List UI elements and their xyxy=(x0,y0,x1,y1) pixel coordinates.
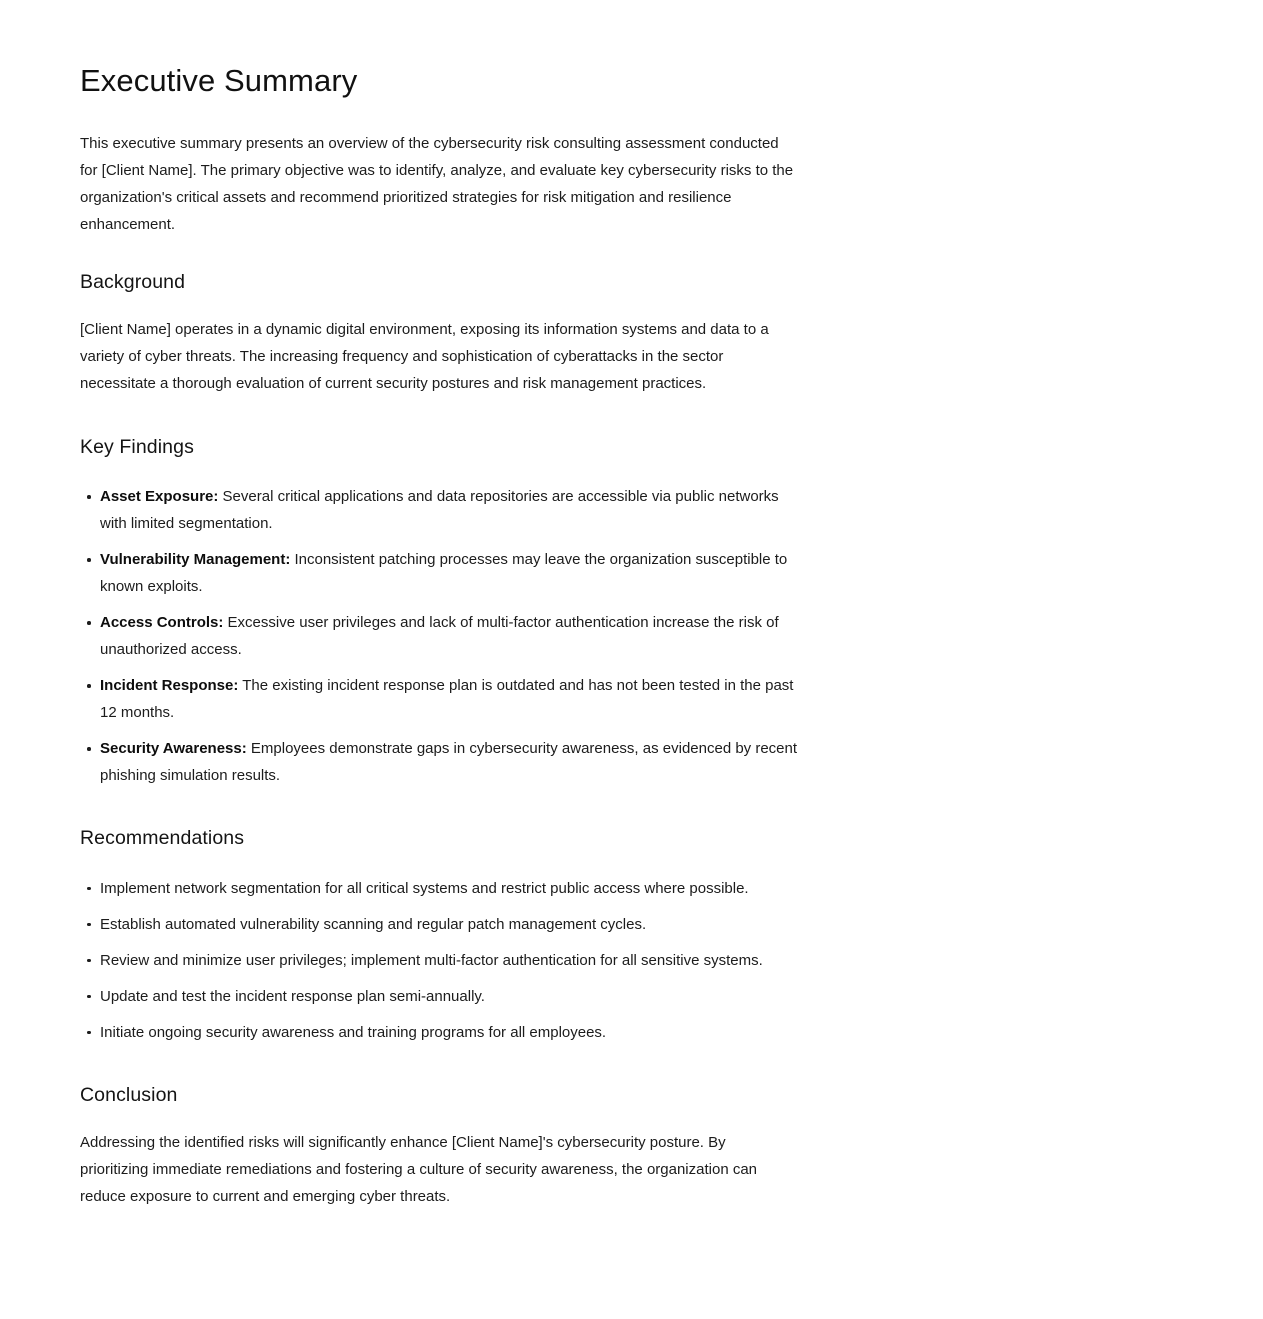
list-item-text: Employees demonstrate gaps in cybersecurity awareness, as evidenced by recent phishing simulation results. xyxy=(100,740,798,785)
section-heading-background: Background xyxy=(80,270,186,293)
spacer xyxy=(80,238,798,270)
background-paragraph: [Client Name] operates in a dynamic digital environment, exposing its information systems and data to a variety of cyber threats. The increasing frequency and sophistication of cyberattacks in the sector necessitate a thorough evaluation of current security postures and risk management practices. xyxy=(80,321,769,393)
list-item xyxy=(80,947,798,974)
key-findings-list xyxy=(80,483,798,789)
list-item xyxy=(80,672,798,726)
list-item-label: Security Awareness: xyxy=(100,740,247,758)
list-item-text: Inconsistent patching processes may leave the organization susceptible to known exploits. xyxy=(100,551,788,596)
list-item xyxy=(80,483,798,537)
list-item-text: Review and minimize user privileges; implement multi-factor authentication for all sensitive systems. xyxy=(100,951,763,969)
list-item-text: Excessive user privileges and lack of multi-factor authentication increase the risk of unauthorized access. xyxy=(100,614,779,659)
list-item-label: Access Controls: xyxy=(100,614,224,632)
list-item-text: Initiate ongoing security awareness and training programs for all employees. xyxy=(100,1023,607,1041)
list-item-text: Update and test the incident response plan semi-annually. xyxy=(100,987,485,1005)
section-heading-key-findings: Key Findings xyxy=(80,436,194,459)
list-item-label: Asset Exposure: xyxy=(100,488,219,506)
spacer xyxy=(80,852,798,875)
list-item xyxy=(80,546,798,600)
list-item-label: Vulnerability Management: xyxy=(100,551,291,569)
section-recommendations xyxy=(80,826,798,1045)
list-item xyxy=(80,983,798,1010)
spacer xyxy=(80,1108,798,1129)
section-conclusion xyxy=(80,1083,798,1210)
recommendations-list xyxy=(80,875,798,1046)
list-item-text: The existing incident response plan is outdated and has not been tested in the past 12 months. xyxy=(100,677,794,722)
list-item xyxy=(80,609,798,663)
section-background xyxy=(80,270,798,397)
list-item-text: Establish automated vulnerability scanning and regular patch management cycles. xyxy=(100,915,647,933)
list-item-text: Several critical applications and data repositories are accessible via public networks with limited segmentation. xyxy=(100,488,779,533)
spacer xyxy=(80,101,798,130)
conclusion-paragraph: Addressing the identified risks will significantly enhance [Client Name]'s cybersecurity posture. By prioritizing immediate remediations and fostering a culture of security awareness, the organization can reduce exposure to current and emerging cyber threats. xyxy=(80,1134,758,1206)
executive-summary-document xyxy=(80,0,798,1210)
spacer xyxy=(80,295,798,316)
list-item xyxy=(80,911,798,938)
list-item-label: Incident Response: xyxy=(100,677,239,695)
spacer xyxy=(80,397,798,435)
page-title: Executive Summary xyxy=(80,63,358,98)
spacer xyxy=(80,789,798,826)
spacer xyxy=(80,1046,798,1083)
list-item xyxy=(80,1019,798,1046)
section-heading-conclusion: Conclusion xyxy=(80,1083,178,1106)
list-item xyxy=(80,735,798,789)
spacer xyxy=(80,460,798,483)
section-key-findings xyxy=(80,435,798,789)
intro-paragraph: This executive summary presents an overview of the cybersecurity risk consulting assessment conducted for [Client Name]. The primary objective was to identify, analyze, and evaluate key cybersecurity risks to the organization's critical assets and recommend prioritized strategies for risk mitigation and resilience enhancement. xyxy=(80,134,794,233)
section-heading-recommendations: Recommendations xyxy=(80,827,245,850)
list-item-text: Implement network segmentation for all critical systems and restrict public access where possible. xyxy=(100,879,749,897)
list-item xyxy=(80,875,798,902)
